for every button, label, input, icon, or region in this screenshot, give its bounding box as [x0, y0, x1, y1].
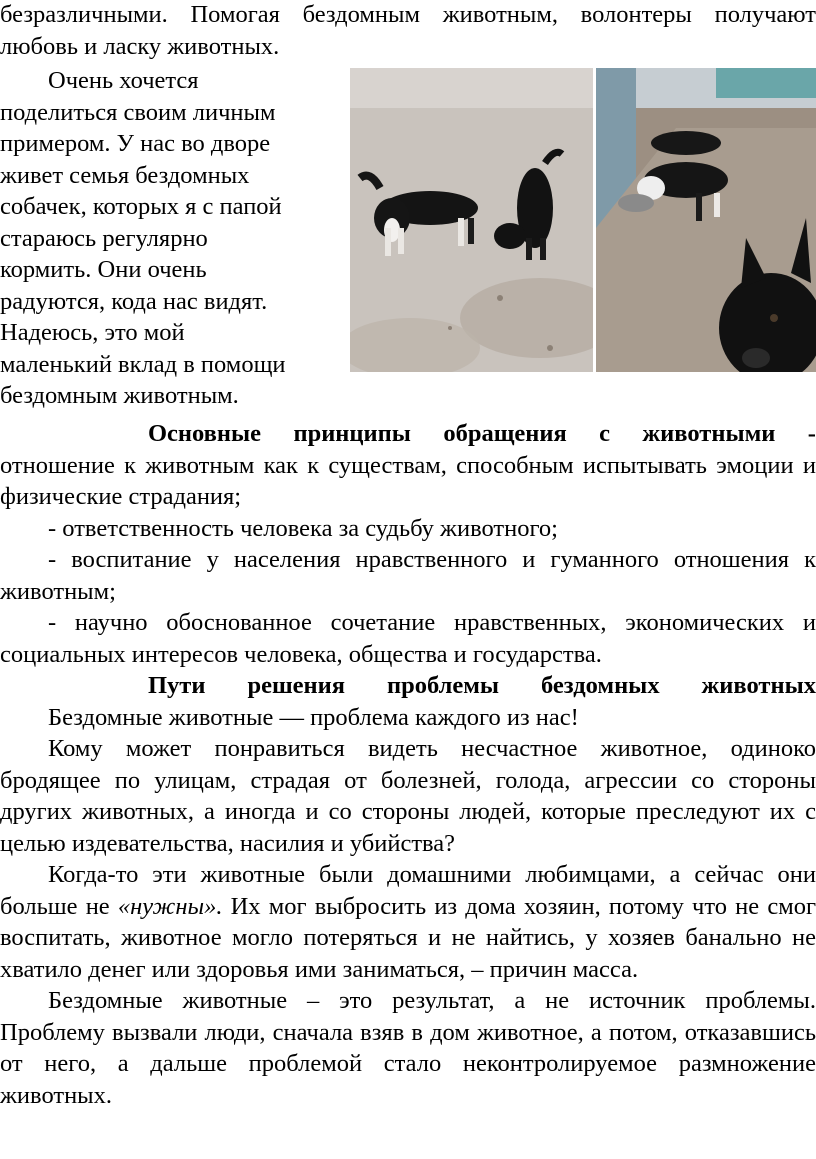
- solutions-paragraph-3-end: Их мог выбросить из дома хозяин, потому что не смог воспитать, животное могло потеряться и не найтись, у хозяев банально не хватило денег или здоровья ими заниматься, – причин масса.: [0, 892, 816, 983]
- personal-example-line-1: Очень хочется: [48, 67, 199, 94]
- photo-two-dogs: [350, 68, 593, 372]
- personal-example-line: примером. У нас во дворе: [0, 130, 271, 157]
- principles-heading-word: принципы: [293, 420, 411, 447]
- principle-item: - научно обоснованное сочетание нравственных, экономических и социальных интересов человека, общества и государства.: [0, 609, 816, 668]
- solutions-paragraph-2: Кому может понравиться видеть несчастное животное, одиноко бродящее по улицам, страдая от болезней, голода, агрессии со стороны других животных, а иногда и со стороны людей, которые преследуют их с целью издевательства, насилия и убийства?: [0, 735, 816, 857]
- solutions-heading-word: Пути: [148, 672, 206, 699]
- personal-example-line: стараюсь регулярно: [0, 224, 208, 252]
- personal-example-line: кормить. Они очень: [0, 256, 207, 283]
- principle-item: - воспитание у населения нравственного и гуманного отношения к животным;: [0, 546, 816, 605]
- solutions-paragraph-3-emphasis: «нужны».: [117, 892, 223, 920]
- principles-heading-word: обращения: [443, 420, 567, 447]
- personal-example-line: Надеюсь, это мой: [0, 319, 185, 346]
- solutions-paragraph-3: [0, 859, 816, 985]
- personal-example-line: маленький вклад в помощи: [0, 350, 286, 378]
- photo-dogs-eating-image: [596, 68, 816, 372]
- principles-heading: [0, 418, 816, 450]
- solutions-heading-word: проблемы: [386, 672, 500, 699]
- main-text: [0, 418, 816, 1111]
- intro-continuation: безразличными. Помогая бездомным животным, волонтеры получают любовь и ласку животных.: [0, 1, 816, 60]
- photo-two-dogs-image: [350, 68, 593, 372]
- principles-heading-word: с: [599, 420, 611, 447]
- personal-example-line: [0, 65, 318, 97]
- principles-heading-word: Основные: [148, 420, 262, 447]
- solutions-heading-word: решения: [247, 672, 345, 699]
- personal-example-line: собачек, которых я с папой: [0, 193, 282, 220]
- personal-example-line: поделиться своим личным: [0, 98, 276, 126]
- principles-definition: отношение к животным как к существам, способным испытывать эмоции и физические страдания;: [0, 451, 816, 510]
- solutions-paragraph-4: Бездомные животные – это результат, а не источник проблемы. Проблему вызвали люди, сначала взяв в дом животное, а потом, отказавшись от него, а дальше проблемой стало неконтролируемое размножение животных.: [0, 987, 816, 1109]
- personal-example: [0, 65, 318, 412]
- personal-example-line: бездомным животным.: [0, 382, 239, 409]
- principle-item: - ответственность человека за судьбу животного;: [48, 514, 558, 542]
- principles-heading-dash: -: [807, 420, 816, 447]
- personal-example-line: радуются, кода нас видят.: [0, 287, 268, 315]
- photo-dogs-eating: [596, 68, 816, 372]
- solutions-paragraph-3-start: Когда-то эти животные были домашними любимцами, а сейчас они больше не: [0, 861, 816, 920]
- principles-heading-word: животными: [642, 420, 776, 447]
- solutions-paragraph-1: Бездомные животные — проблема каждого из нас!: [48, 703, 579, 731]
- solutions-heading-word: бездомных: [541, 672, 660, 699]
- solutions-heading-word: животных: [701, 672, 816, 699]
- personal-example-line: живет семья бездомных: [0, 161, 250, 189]
- dog-photos: [350, 68, 816, 372]
- solutions-heading: [0, 670, 816, 702]
